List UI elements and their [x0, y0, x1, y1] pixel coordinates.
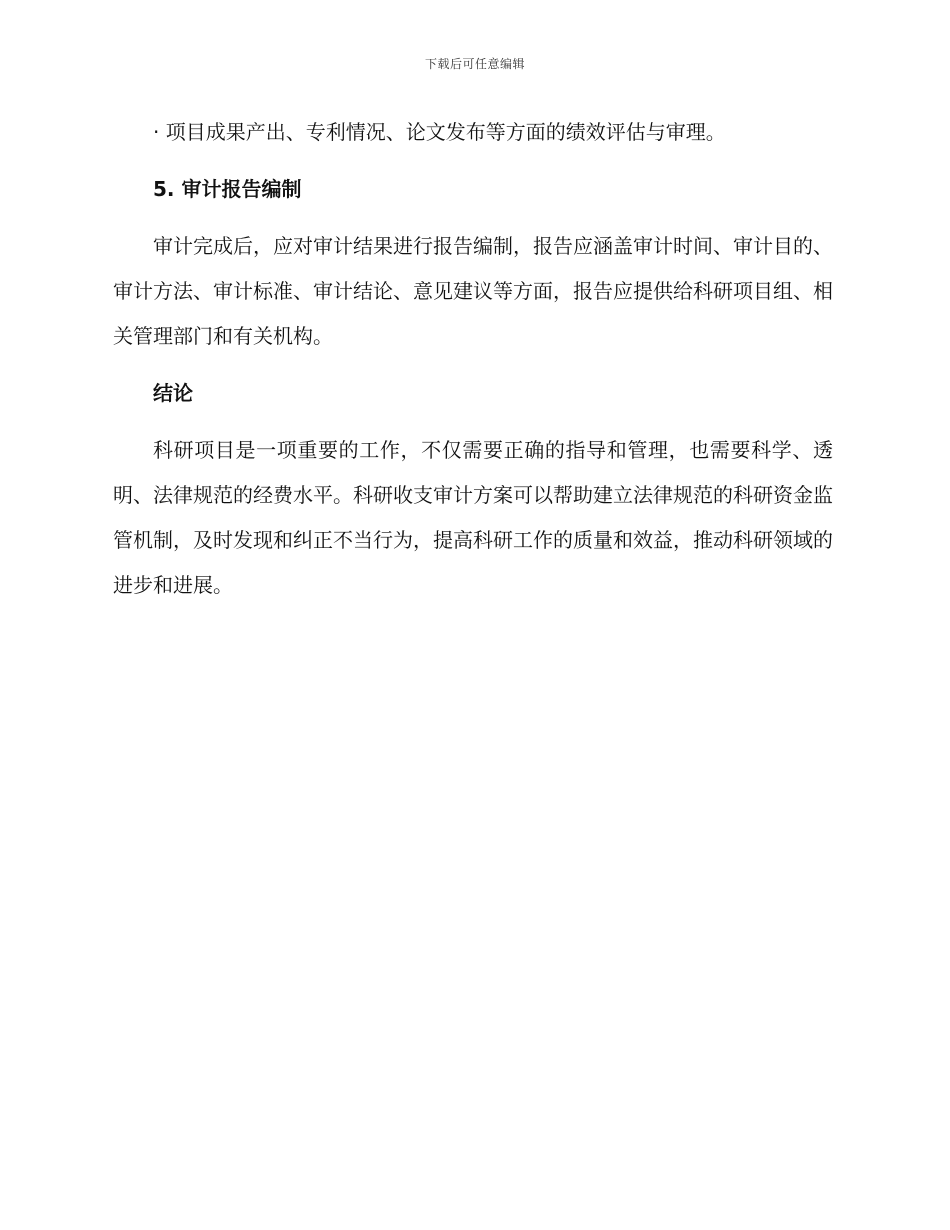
section-paragraph-report: 审计完成后，应对审计结果进行报告编制，报告应涵盖审计时间、审计目的、审计方法、审计标准、审计结论、意见建议等方面，报告应提供给科研项目组、相关管理部门和有关机构。 — [113, 234, 833, 348]
section-heading-report: 5. 审计报告编制 — [153, 177, 302, 201]
bullet-item: · 项目成果产出、专利情况、论文发布等方面的绩效评估与审理。 — [153, 120, 726, 144]
section-heading-conclusion: 结论 — [153, 381, 193, 405]
section-paragraph-conclusion: 科研项目是一项重要的工作，不仅需要正确的指导和管理，也需要科学、透明、法律规范的经费水平。科研收支审计方案可以帮助建立法律规范的科研资金监管机制，及时发现和纠正不当行为，提高科研工作的质量和效益，推动科研领域的进步和进展。 — [113, 438, 833, 597]
header-note: 下载后可任意编辑 — [424, 57, 525, 71]
document-body — [113, 110, 833, 608]
